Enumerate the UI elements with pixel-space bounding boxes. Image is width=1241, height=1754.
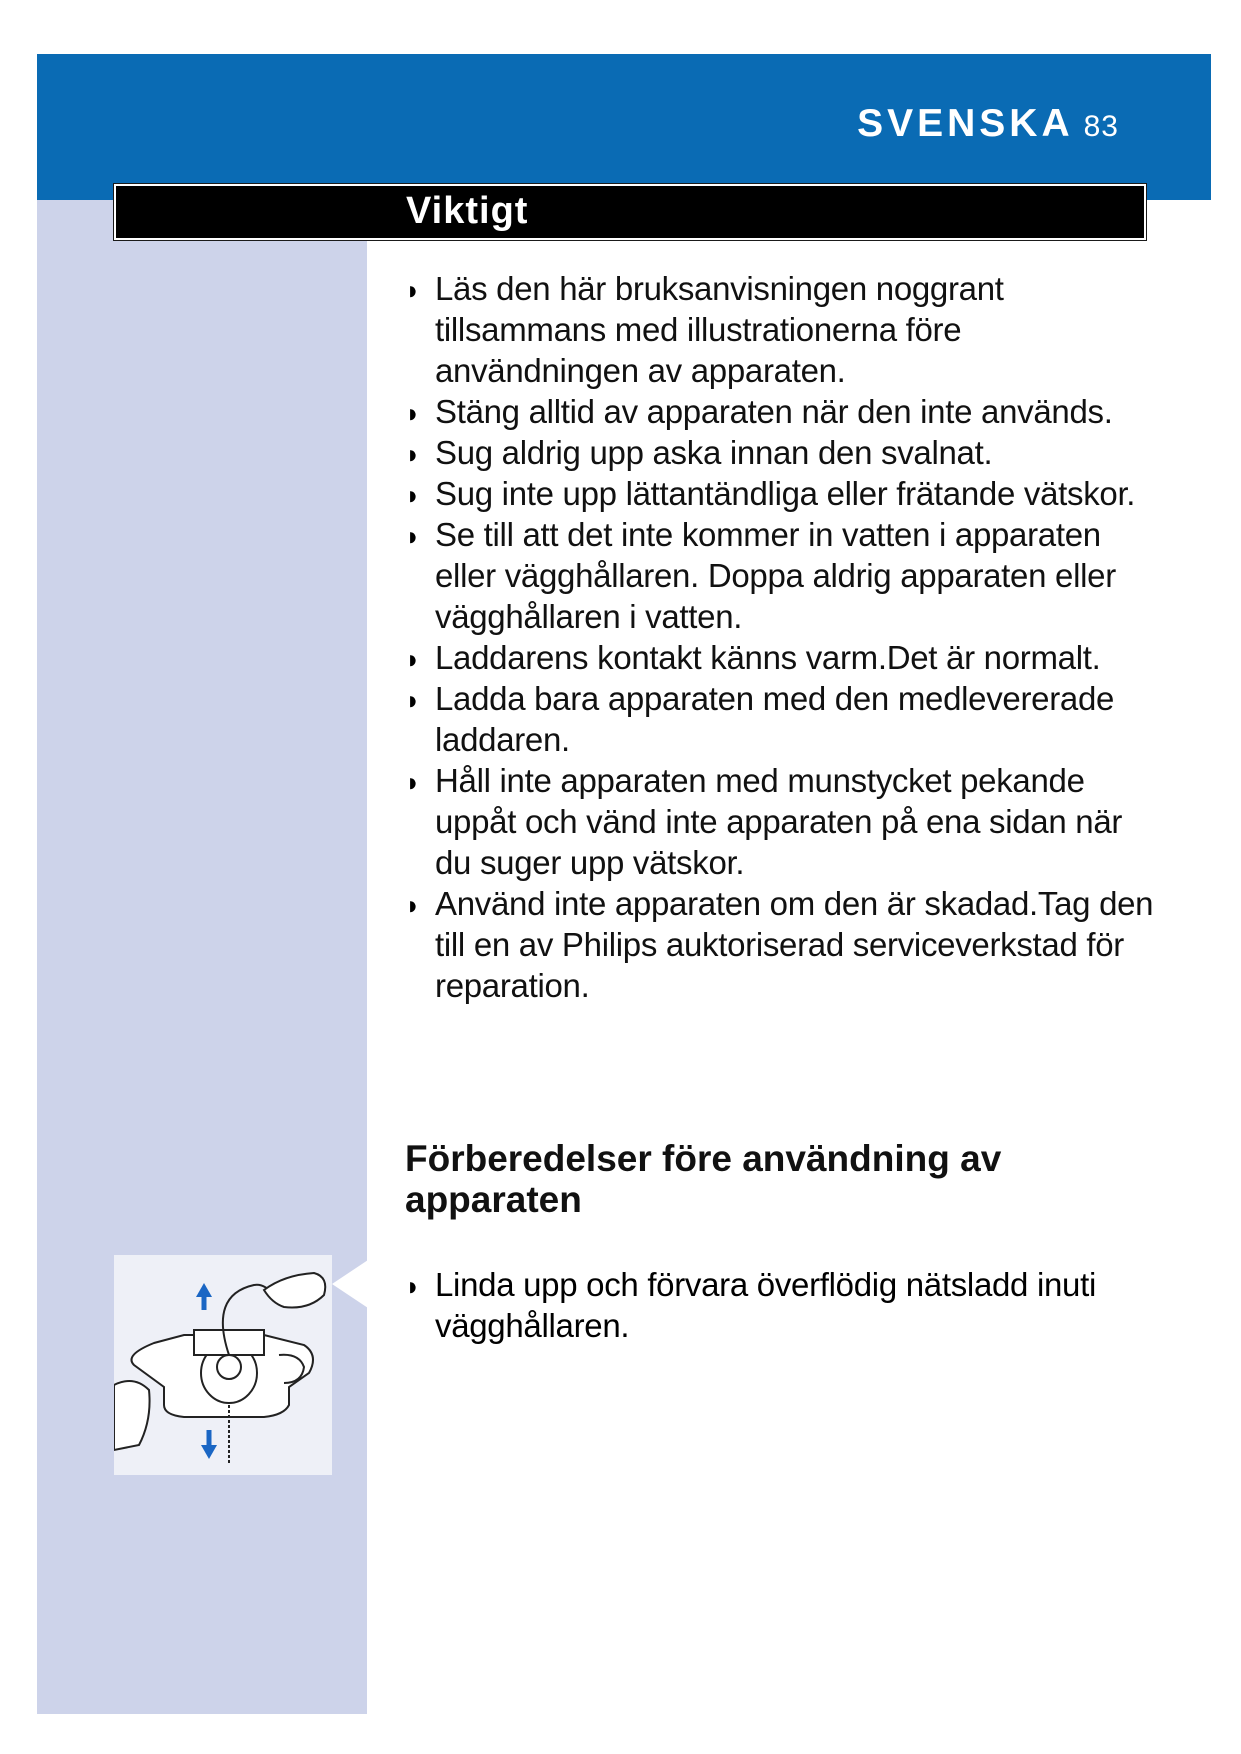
- preparation-heading: Förberedelser före användning av apparaten: [405, 1138, 1002, 1220]
- list-item: ◗ Sug aldrig upp aska innan den svalnat.: [405, 432, 1165, 473]
- bullet-icon: ◗: [405, 439, 421, 469]
- bullet-icon: ◗: [405, 398, 421, 428]
- important-list: [405, 268, 1165, 1006]
- illustration-pointer: [332, 1260, 368, 1308]
- list-item: ◗ Använd inte apparaten om den är skadad.Tag den till en av Philips auktoriserad serviceverkstad för reparation.: [405, 885, 1154, 1004]
- list-item: ◗ Se till att det inte kommer in vatten i apparaten eller vägghållaren. Doppa aldrig apparaten eller vägghållaren i vatten.: [405, 516, 1116, 635]
- bullet-icon: ◗: [405, 685, 421, 715]
- bullet-icon: ◗: [405, 890, 421, 920]
- illustration-drawing: [114, 1255, 332, 1475]
- list-item: ◗ Sug inte upp lättantändliga eller frätande vätskor.: [405, 473, 1165, 514]
- bullet-icon: ◗: [405, 480, 421, 510]
- page-header: [37, 54, 1211, 200]
- language-name: SVENSKA: [857, 102, 1074, 145]
- list-item: ◗ Läs den här bruksanvisningen noggrant tillsammans med illustrationerna före användningen av apparaten.: [405, 270, 1004, 389]
- bullet-icon: ◗: [405, 767, 421, 797]
- bullet-icon: ◗: [405, 521, 421, 551]
- section-title: Viktigt: [406, 190, 529, 232]
- list-item: ◗ Håll inte apparaten med munstycket pekande uppåt och vänd inte apparaten på ena sidan när du suger upp vätskor.: [405, 762, 1123, 881]
- preparation-list: [405, 1264, 1165, 1346]
- important-section: [405, 268, 1165, 1006]
- list-item: ◗ Ladda bara apparaten med den medlevererade laddaren.: [405, 680, 1115, 758]
- wall-holder-cord-storage-illustration: [114, 1255, 332, 1475]
- list-item: ◗ Linda upp och förvara överflödig nätsladd inuti vägghållaren.: [405, 1266, 1097, 1344]
- list-item: ◗ Laddarens kontakt känns varm.Det är normalt.: [405, 637, 1165, 678]
- page-number: 83: [1083, 110, 1119, 143]
- bullet-icon: ◗: [405, 275, 421, 305]
- left-sidebar: [37, 200, 367, 1714]
- bullet-icon: ◗: [405, 1271, 421, 1301]
- list-item: ◗ Stäng alltid av apparaten när den inte används.: [405, 391, 1165, 432]
- preparation-section: [405, 1264, 1165, 1346]
- language-label: [37, 102, 1211, 146]
- section-title-bar: [114, 184, 1146, 240]
- bullet-icon: ◗: [405, 644, 421, 674]
